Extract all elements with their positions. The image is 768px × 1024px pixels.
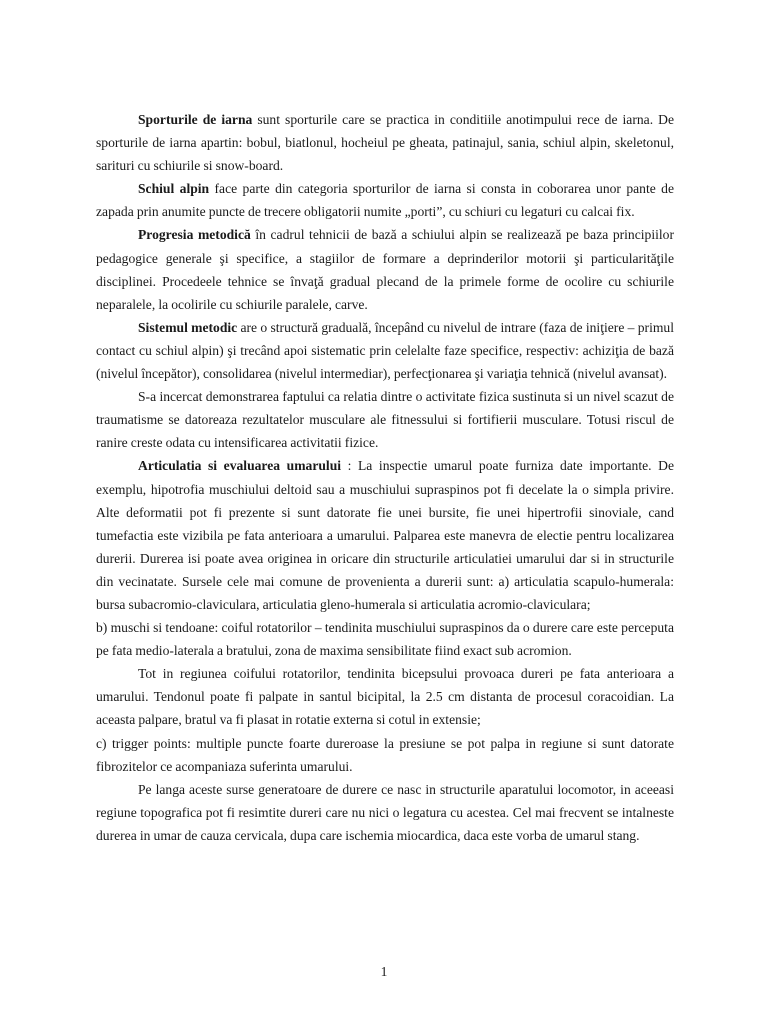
document-body: [96, 108, 674, 847]
paragraph-heading: Articulatia si evaluarea umarului: [138, 458, 342, 474]
paragraph-referred-pain: [96, 778, 674, 847]
paragraph-text: : La inspectie umarul poate furniza date importante. De exemplu, hipotrofia muschiului deltoid sau a muschiului supraspinos pot fi decelate la o simpla privire. Alte deformatii pot fi prezente si sunt datorate fie unei bursite, fie unei hipertrofii sinoviale, cand tumefactia este vizibila pe fata anterioara a umarului. Palparea este manevra de electie pentru localizarea durerii. Durerea isi poate avea originea in oricare din structurile articulatiei umarului dar si in structurile din vecinatate. Sursele cele mai comune de provenienta a durerii sunt: a) articulatia scapulo-humerala: bursa subacromio-claviculara, articulatia gleno-humerala si articulatia acromio-claviculara;: [96, 458, 674, 612]
paragraph-text: S-a incercat demonstrarea faptului ca relatia dintre o activitate fizica sustinuta si un nivel scazut de traumatisme se datoreaza rezultatelor musculare ale fitnessului si fortifierii musculare. Totusi riscul de ranire creste odata cu intensificarea activitatii fizice.: [96, 389, 674, 451]
paragraph-injury-risk: [96, 385, 674, 454]
paragraph-shoulder-evaluation: [96, 454, 674, 616]
paragraph-text: face parte din categoria sporturilor de iarna si consta in coborarea unor pante de zapada prin anumite puncte de trecere obligatorii numite „porti”, cu schiuri cu legaturi cu calcai fix.: [96, 181, 674, 220]
paragraph-text: în cadrul tehnicii de bază a schiului alpin se realizează pe baza principiilor pedagogice generale şi specifice, a stagiilor de formare a deprinderilor motorii şi particularităţile disciplinei. Procedeele tehnice se învaţă gradual plecand de la primele forme de ocolire cu schiurile neparalele, la ocolirile cu schiurile paralele, carve.: [96, 227, 674, 312]
page-number: 1: [380, 964, 388, 979]
paragraph-muscles-tendons: [96, 616, 674, 662]
paragraph-text: c) trigger points: multiple puncte foarte dureroase la presiune se pot palpa in regiune si sunt datorate fibrozitelor ce acompaniaza suferinta umarului.: [96, 735, 674, 774]
paragraph-heading: Sistemul metodic: [138, 319, 238, 335]
paragraph-heading: Schiul alpin: [138, 181, 210, 197]
paragraph-heading: Sporturile de iarna: [138, 112, 253, 127]
paragraph-heading: Progresia metodică: [138, 227, 251, 243]
paragraph-text: Pe langa aceste surse generatoare de durere ce nasc in structurile aparatului locomotor, in aceeasi regiune topografica pot fi resimtite dureri care nu nici o legatura cu acestea. Cel mai frecvent se intalneste durerea in umar de cauza cervicala, dupa care ischemia miocardica, daca este vorba de umarul stang.: [96, 781, 674, 843]
paragraph-text: sunt sporturile care se practica in conditiile anotimpului rece de iarna. De sporturile de iarna apartin: bobul, biatlonul, hocheiul pe gheata, patinajul, sania, schiul alpin, skeletonul, sarituri cu schiurile si snow-board.: [96, 112, 674, 174]
paragraph-methodical-system: [96, 316, 674, 385]
paragraph-methodical-progression: [96, 223, 674, 315]
paragraph-winter-sports: [96, 108, 674, 177]
paragraph-text: are o structură graduală, începând cu nivelul de intrare (faza de iniţiere – primul contact cu schiul alpin) şi trecând apoi sistematic prin celelalte faze specifice, respectiv: achiziţia de bază (nivelul începător), consolidarea (nivelul intermediar), perfecţionarea şi variaţia tehnică (nivelul avansat).: [96, 319, 675, 382]
paragraph-alpine-skiing: [96, 177, 674, 223]
paragraph-biceps-tendinitis: [96, 662, 674, 731]
paragraph-text: Tot in regiunea coifului rotatorilor, tendinita bicepsului provoaca dureri pe fata anterioara a umarului. Tendonul poate fi palpate in santul bicipital, la 2.5 cm distanta de procesul coracoidian. La aceasta palpare, bratul va fi plasat in rotatie externa si cotul in extensie;: [96, 666, 674, 728]
paragraph-text: b) muschi si tendoane: coiful rotatorilor – tendinita muschiului supraspinos da o durere care este perceputa pe fata medio-laterala a bratului, zona de maxima sensibilitate fiind exact sub acromion.: [96, 620, 674, 659]
paragraph-trigger-points: [96, 732, 674, 778]
